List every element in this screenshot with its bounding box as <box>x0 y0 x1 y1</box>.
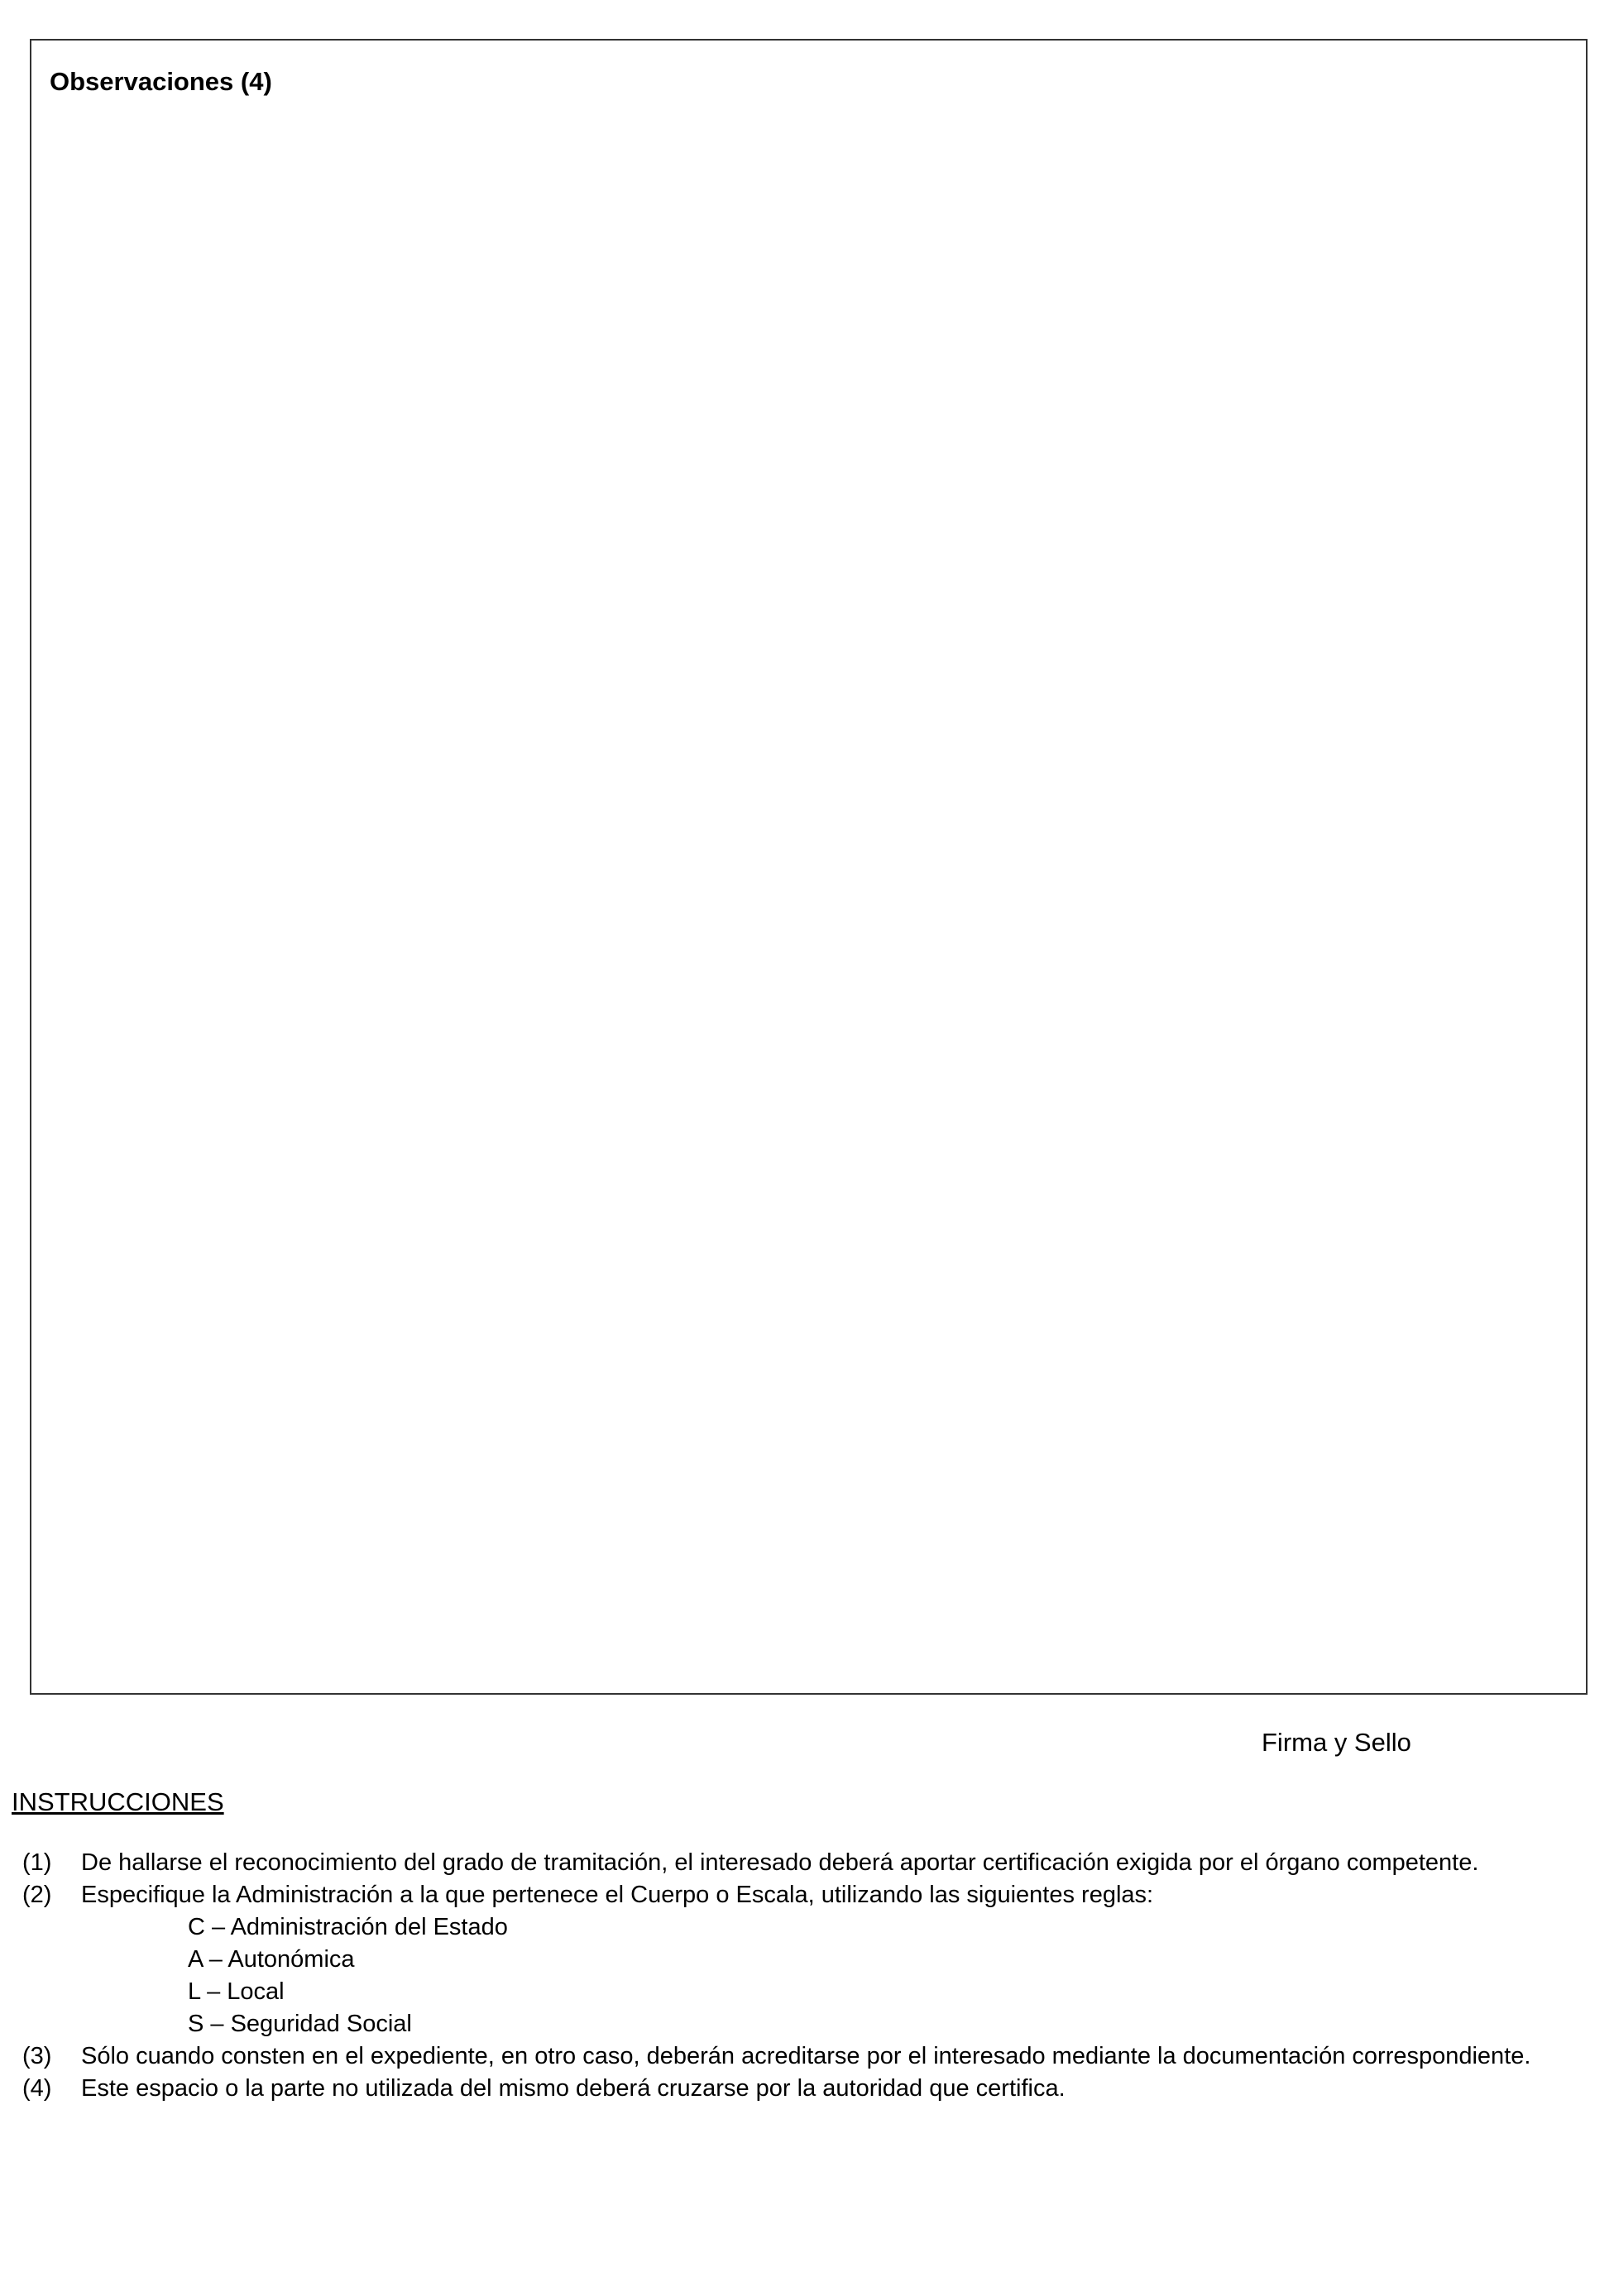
instruction-item-1 <box>0 1847 1614 1879</box>
instructions-list <box>0 1847 1614 2105</box>
instruction-text: De hallarse el reconocimiento del grado de tramitación, el interesado deberá aportar certificación exigida por el órgano competente. <box>81 1849 1479 1876</box>
instruction-number: (3) <box>22 2043 52 2069</box>
administration-rule <box>0 1944 1614 1976</box>
signature-label: Firma y Sello <box>1262 1728 1411 1757</box>
instructions-heading: INSTRUCCIONES <box>12 1787 224 1816</box>
instruction-text: Especifique la Administración a la que pertenece el Cuerpo o Escala, utilizando las siguientes reglas: <box>81 1882 1154 1908</box>
instruction-number: (4) <box>22 2075 52 2102</box>
administration-rule-text: L – Local <box>188 1978 285 2005</box>
instruction-text: Sólo cuando consten en el expediente, en otro caso, deberán acreditarse por el interesado mediante la documentación correspondiente. <box>81 2043 1531 2069</box>
instruction-item-3 <box>0 2040 1614 2073</box>
instruction-text: Este espacio o la parte no utilizada del mismo deberá cruzarse por la autoridad que certifica. <box>81 2075 1066 2102</box>
instruction-number: (1) <box>22 1849 52 1876</box>
administration-rule-text: A – Autonómica <box>188 1946 355 1973</box>
administration-rule <box>0 2008 1614 2040</box>
instruction-number: (2) <box>22 1882 52 1908</box>
instruction-item-2 <box>0 1879 1614 1911</box>
instruction-item-4 <box>0 2073 1614 2105</box>
administration-rule-text: C – Administración del Estado <box>188 1914 508 1940</box>
administration-rule <box>0 1976 1614 2008</box>
administration-rule <box>0 1911 1614 1944</box>
observations-box <box>30 39 1588 1695</box>
administration-rule-text: S – Seguridad Social <box>188 2011 412 2037</box>
observations-title: Observaciones (4) <box>50 67 272 96</box>
